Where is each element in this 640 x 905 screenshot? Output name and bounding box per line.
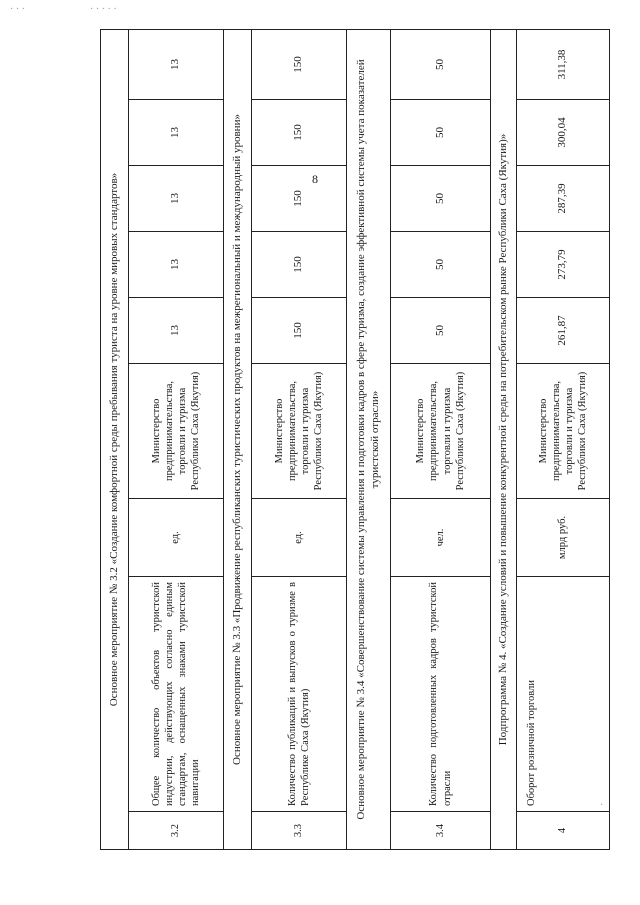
section-header-4: Подпрограмма № 4. «Создание условий и повышение конкурентной среды на потребительском рынке Республики Саха (Якутия)» — [491, 30, 517, 850]
value-cell: 50 — [391, 30, 491, 100]
indicators-table — [100, 29, 610, 850]
indicator-name: Количество публикаций и выпусков о туризме в Республике Саха (Якутия) — [252, 577, 347, 812]
responsible-executor: Министерство предпринимательства, торговли и туризма Республики Саха (Якутия) — [252, 364, 347, 499]
page-number: 8 — [312, 172, 318, 186]
unit-of-measure: чел. — [391, 499, 491, 577]
indicator-name: Оборот розничной торговли — [517, 577, 610, 812]
value-cell: 13 — [129, 298, 224, 364]
section-header-3-3: Основное мероприятие № 3.3 «Продвижение республиканских туристических продуктов на межрегиональный и международный уровни» — [224, 30, 252, 850]
scan-artifact: · · · — [10, 4, 25, 15]
table-row — [517, 30, 610, 850]
value-cell: 150 — [252, 298, 347, 364]
value-cell: 13 — [129, 30, 224, 100]
unit-of-measure: млрд руб. — [517, 499, 610, 577]
section-header-row — [347, 30, 391, 850]
unit-of-measure: ед. — [252, 499, 347, 577]
row-number: 3.2 — [129, 812, 224, 850]
value-cell: 50 — [391, 232, 491, 298]
row-number: 3.4 — [391, 812, 491, 850]
row-number: 3.3 — [252, 812, 347, 850]
responsible-executor: Министерство предпринимательства, торговли и туризма Республики Саха (Якутия) — [391, 364, 491, 499]
section-header-row — [491, 30, 517, 850]
value-cell: 273,79 — [517, 232, 610, 298]
indicator-name: Общее количество объектов туристской индустрии, действующих согласно единым стандартам, оснащенных знаками туристской навигации — [129, 577, 224, 812]
row-number: 4 — [517, 812, 610, 850]
value-cell: 287,39 — [517, 166, 610, 232]
scan-artifact: · · · · · — [90, 4, 117, 15]
responsible-executor: Министерство предпринимательства, торговли и туризма Республики Саха (Якутия) — [517, 364, 610, 499]
value-cell: 50 — [391, 298, 491, 364]
indicator-name: Количество подготовленных кадров туристской отрасли — [391, 577, 491, 812]
value-cell: 150 — [252, 232, 347, 298]
section-header-row — [224, 30, 252, 850]
value-cell: 150 — [252, 166, 347, 232]
unit-of-measure: ед. — [129, 499, 224, 577]
section-header-row — [101, 30, 129, 850]
rotated-table-container — [100, 30, 610, 850]
table-row — [391, 30, 491, 850]
table-row — [129, 30, 224, 850]
value-cell: 150 — [252, 30, 347, 100]
value-cell: 13 — [129, 166, 224, 232]
section-header-3-2: Основное мероприятие № 3.2 «Создание комфортной среды пребывания туриста на уровне мировых стандартов» — [101, 30, 129, 850]
responsible-executor: Министерство предпринимательства, торговли и туризма Республики Саха (Якутия) — [129, 364, 224, 499]
value-cell: 50 — [391, 100, 491, 166]
value-cell: 311,38 — [517, 30, 610, 100]
value-cell: 13 — [129, 232, 224, 298]
scan-artifact: · — [600, 800, 604, 811]
value-cell: 13 — [129, 100, 224, 166]
value-cell: 261,87 — [517, 298, 610, 364]
section-header-3-4: Основное мероприятие № 3.4 «Совершенствование системы управления и подготовки кадров в сфере туризма, создание эффективной системы учета показателей туристской отрасли» — [347, 30, 391, 850]
value-cell: 150 — [252, 100, 347, 166]
value-cell: 300,04 — [517, 100, 610, 166]
value-cell: 50 — [391, 166, 491, 232]
table-row — [252, 30, 347, 850]
